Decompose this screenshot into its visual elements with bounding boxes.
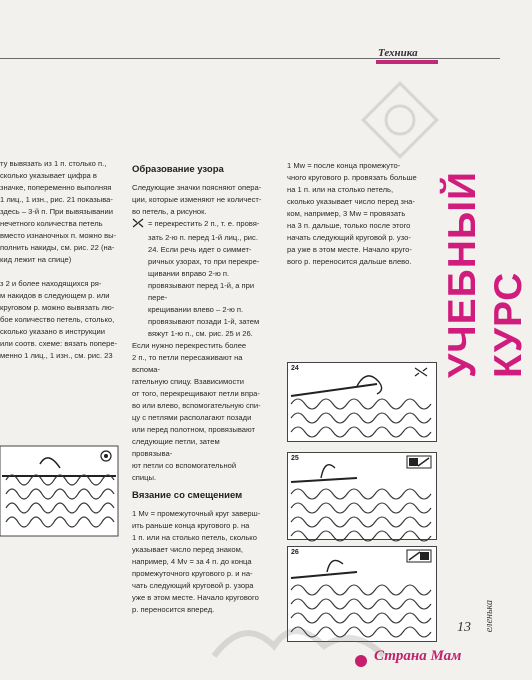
- text-line: или соотв. схеме: вязать попере-: [0, 339, 118, 348]
- text-line: кид лежит на спице): [0, 255, 72, 264]
- knitting-illustration-24: [287, 362, 437, 442]
- text-line: ют петли со вспомогательной спицы.: [132, 461, 237, 482]
- text-line: или перед полотном, провязывают: [132, 425, 255, 434]
- text-line: например, 4 Мv = за 4 п. до конца: [132, 557, 252, 566]
- figure-number: 24: [291, 365, 299, 372]
- knitting-illustration: [0, 446, 118, 536]
- text-line: ту вывязать из 1 п. столько п.,: [0, 159, 107, 168]
- section-tag: Техника: [378, 47, 418, 59]
- text-line: чать следующий круговой р. узора: [132, 581, 254, 590]
- text-line: указывает число перед знаком,: [132, 545, 243, 554]
- cross-symbol-icon: [132, 218, 144, 232]
- figure-24: [287, 362, 437, 442]
- text-line: во петель, а рисунок.: [132, 207, 207, 216]
- column-1: [0, 158, 122, 362]
- text-line: вместо изнаночных п. можно вы-: [0, 231, 117, 240]
- course-title: УЧЕБНЫЙ КУРС: [441, 170, 530, 378]
- text-line: ричных узорах, то при перекре-: [148, 257, 260, 266]
- text-line: на 3 п. дальше, только после этого: [287, 221, 411, 230]
- text-line: сколько указывает цифра в: [0, 171, 97, 180]
- text-line: ить раньше конца кругового р. на: [132, 521, 250, 530]
- text-line: гательную спицу. Взависимости: [132, 377, 245, 386]
- text-line: з 2 и более находящихся ря-: [0, 279, 102, 288]
- text-line: нечетного количества петель: [0, 219, 103, 228]
- text-line: ции, которые изменяют не количест-: [132, 195, 262, 204]
- text-line: Следующие значки поясняют опера-: [132, 183, 262, 192]
- text-line: полнить накиды, см. рис. 22 (на-: [0, 243, 115, 252]
- text-line: круговом р. можно вывязать лю-: [0, 303, 115, 312]
- text-line: от того, перекрещивают петли впра-: [132, 389, 260, 398]
- text-line: крещивании влево – 2-ю п.: [148, 305, 244, 314]
- text-line: щивании вправо 2-ю п.: [148, 269, 230, 278]
- figure-number: 26: [291, 549, 299, 556]
- text-line: бое количество петель, столько,: [0, 315, 115, 324]
- text-line: ра уже в этом месте. Начало круго-: [287, 245, 412, 254]
- faint-emblem-graphic: [360, 80, 440, 160]
- watermark-vertical: еленька: [484, 600, 495, 633]
- symbol-definition: [132, 218, 262, 232]
- text-line: 1 Мw = после конца промежуто-: [287, 161, 401, 170]
- figure-25: [287, 452, 437, 540]
- heading-offset-knitting: Вязание со смещением: [132, 490, 243, 501]
- text-line: сколько указывает число перед зна-: [287, 197, 415, 206]
- heading-pattern-formation: Образование узора: [132, 164, 224, 175]
- text-line: вого р. переносится дальше влево.: [287, 257, 412, 266]
- knitting-illustration-25: [287, 452, 437, 540]
- column-3: [287, 160, 437, 268]
- text-line: зать 2-ю п. перед 1-й лиц., рис.: [148, 233, 258, 242]
- figure-left-knitting: [0, 446, 118, 536]
- text-line: менно 1 лиц., 1 изн., см. рис. 23: [0, 351, 113, 360]
- page-number: 13: [457, 620, 471, 635]
- text-line: 1 п. или на столько петель, сколько: [132, 533, 257, 542]
- text-line: 1 Мv = промежуточный круг заверш-: [132, 509, 261, 518]
- section-tag-accent-bar: [376, 60, 438, 64]
- watermark-logo-icon: [355, 655, 367, 667]
- text-line: 24. Если речь идет о симмет-: [148, 245, 252, 254]
- text-line: [0, 266, 122, 278]
- text-line: = перекрестить 2 п., т. е. провя-: [148, 219, 260, 228]
- text-line: р. переносится вперед.: [132, 605, 215, 614]
- text-line: м накидов в следующем р. или: [0, 291, 110, 300]
- column-2: [132, 164, 262, 616]
- text-line: провязывают перед 1-й, а при пере-: [148, 281, 255, 302]
- text-line: 2 п., то петли пересаживают на вспома-: [132, 353, 243, 374]
- text-line: вяжут 1-ю п., см. рис. 25 и 26.: [148, 329, 253, 338]
- text-line: ком, например, 3 Мw = провязать: [287, 209, 406, 218]
- text-line: значке, попеременно выполняя: [0, 183, 112, 192]
- symbol-description: [132, 232, 262, 340]
- text-line: здесь – 3-й п. При вывязывании: [0, 207, 113, 216]
- text-line: 1 лиц., 1 изн., рис. 21 показыва-: [0, 195, 113, 204]
- figure-number: 25: [291, 455, 299, 462]
- text-line: чного кругового р. провязать больше: [287, 173, 417, 182]
- text-line: цу с петлями располагают позади: [132, 413, 252, 422]
- header-rule: [0, 58, 500, 59]
- text-line: провязывают позади 1-й, затем: [148, 317, 260, 326]
- text-line: уже в этом месте. Начало кругового: [132, 593, 259, 602]
- text-line: во или влево, вспомогательную спи-: [132, 401, 261, 410]
- faint-background-graphic: [204, 596, 394, 666]
- watermark-main: Страна Мам: [374, 648, 462, 664]
- text-line: начать следующий круговой р. узо-: [287, 233, 411, 242]
- text-line: сколько указано в инструкции: [0, 327, 105, 336]
- text-line: на 1 п. или на столько петель,: [287, 185, 394, 194]
- text-line: промежуточного кругового р. и на-: [132, 569, 253, 578]
- text-line: следующие петли, затем провязыва-: [132, 437, 220, 458]
- text-line: Если нужно перекрестить более: [132, 341, 247, 350]
